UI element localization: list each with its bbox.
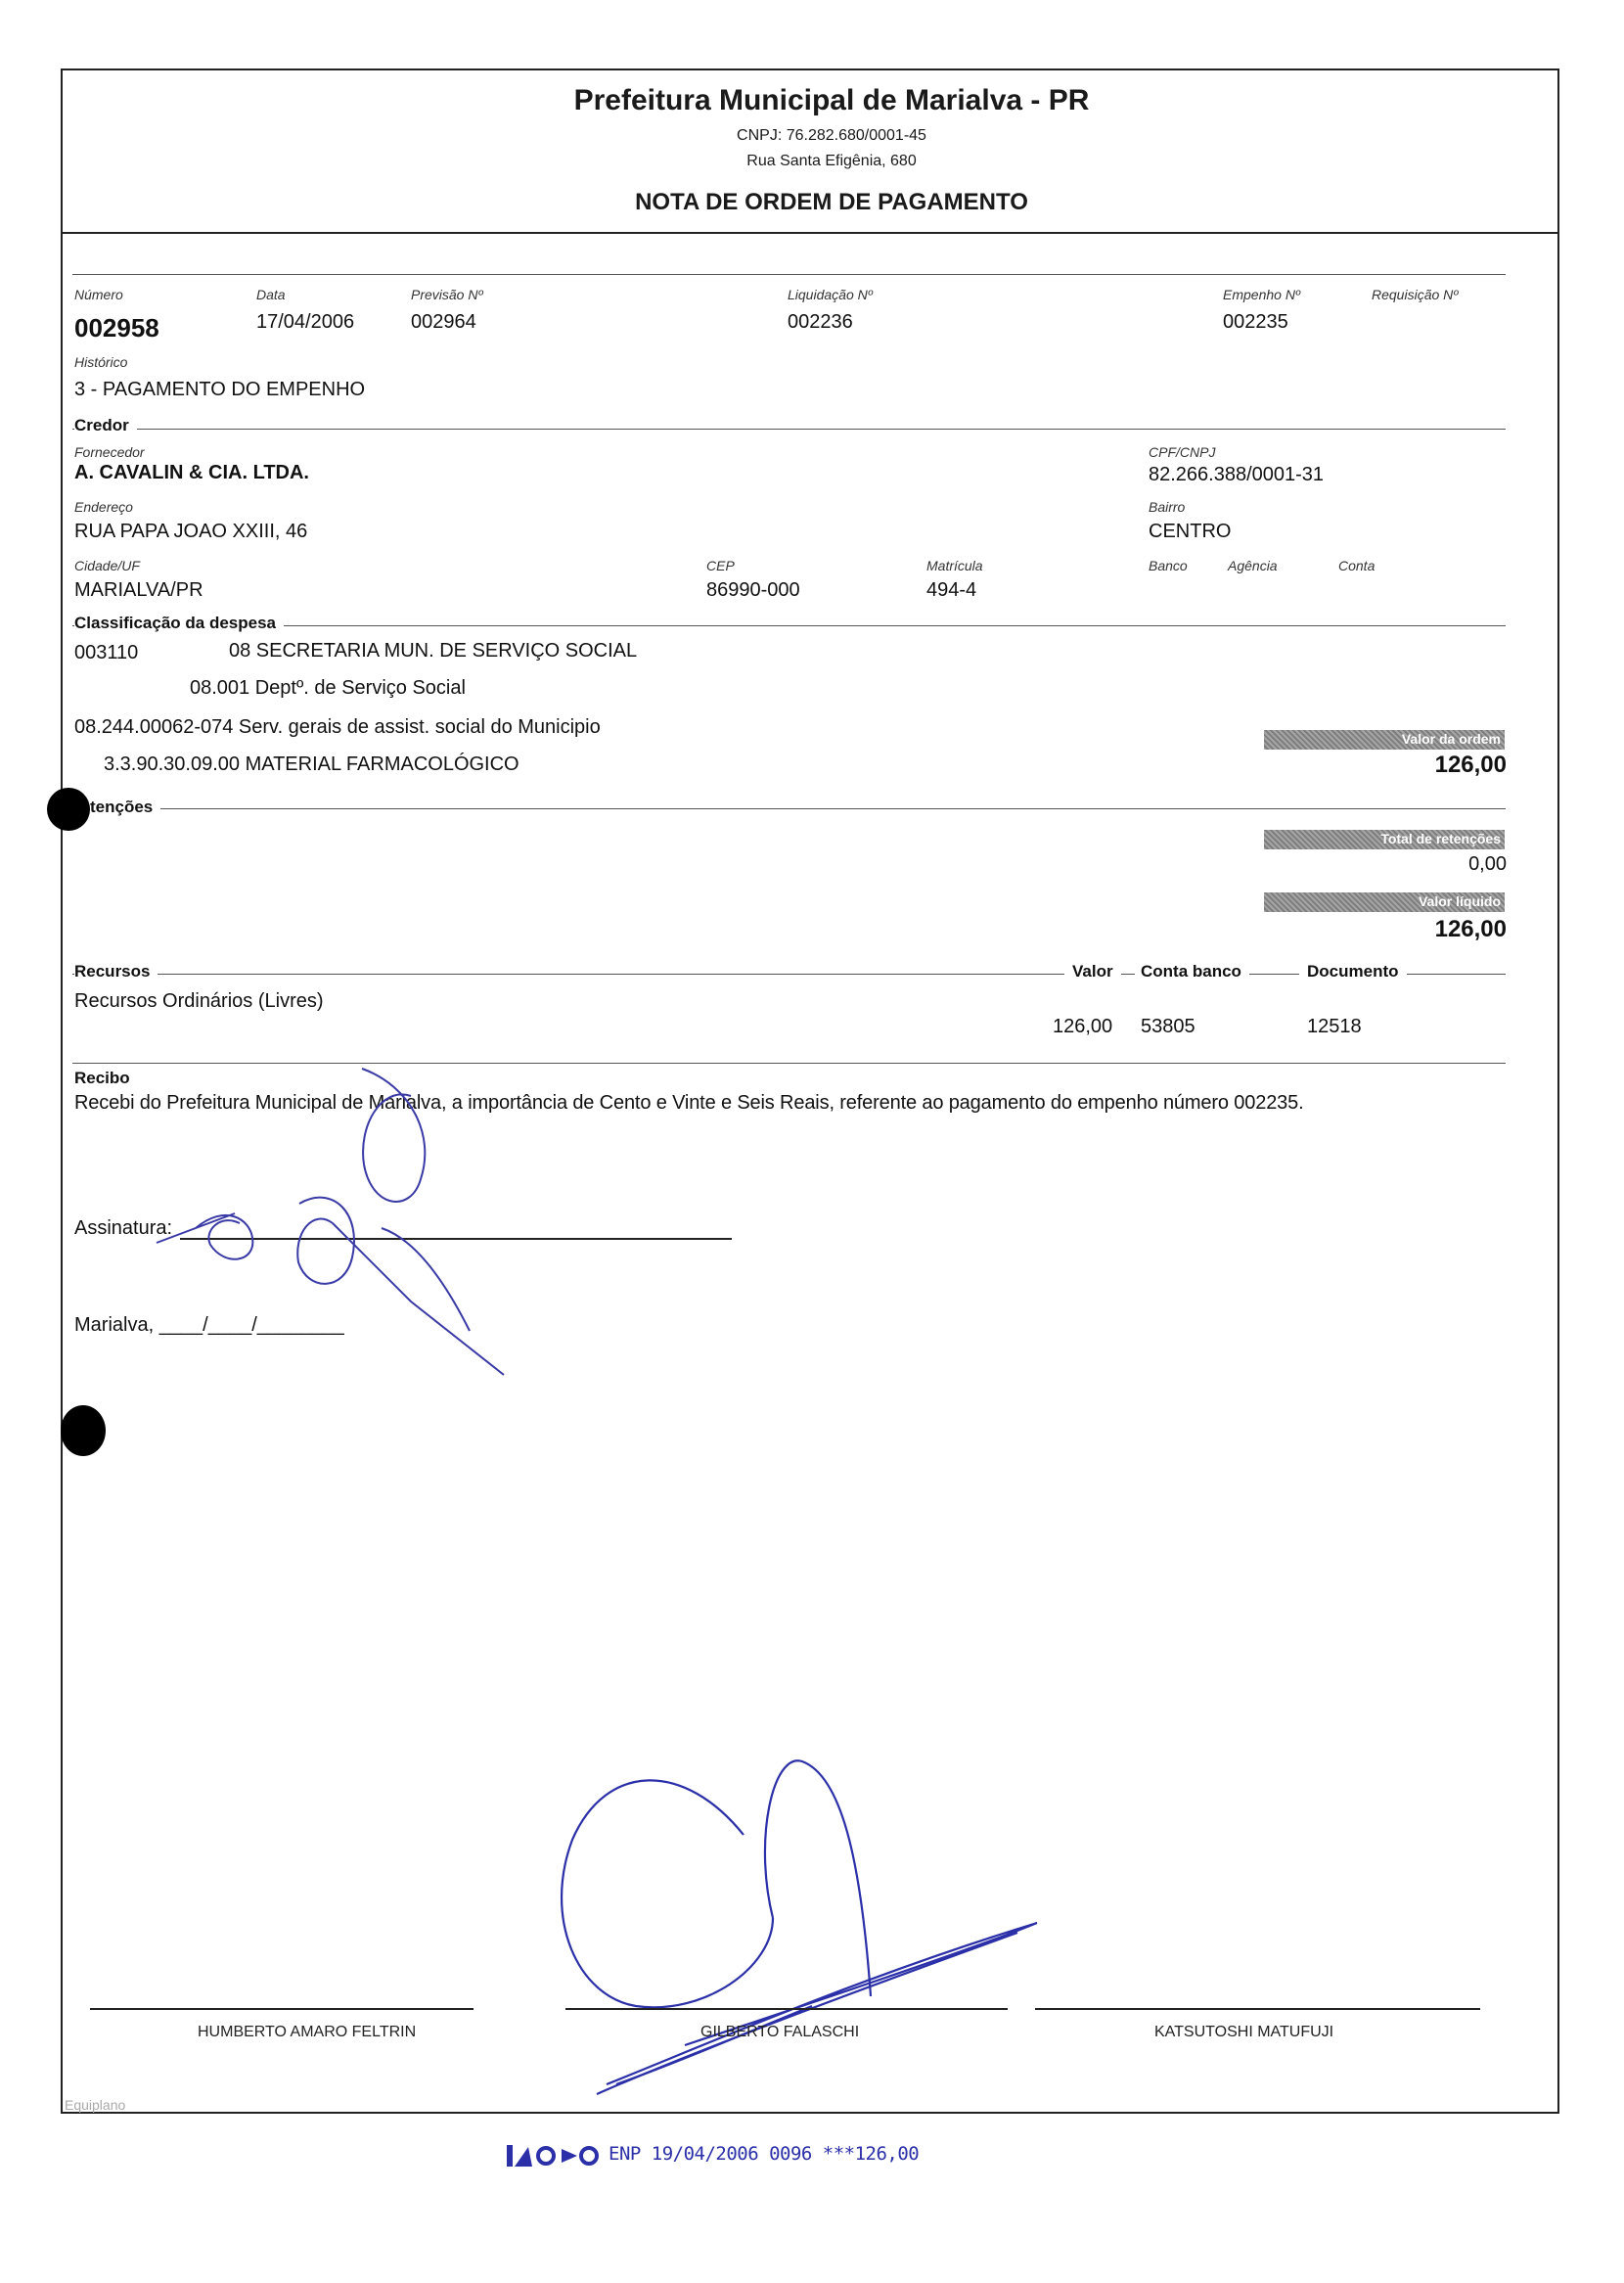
- signature-line-2: [565, 2008, 1008, 2010]
- signature-line-1: [90, 2008, 474, 2010]
- numero-value: 002958: [74, 313, 159, 342]
- signatory-2: GILBERTO FALASCHI: [700, 2024, 860, 2040]
- endereco-value: RUA PAPA JOAO XXIII, 46: [74, 521, 308, 542]
- conta-label: Conta: [1338, 558, 1376, 573]
- credor-section: Credor: [74, 416, 137, 435]
- payment-stamp: ENP 19/04/2006 0096 ***126,00: [609, 2143, 920, 2165]
- assinatura-label: Assinatura:: [74, 1217, 173, 1239]
- cep-value: 86990-000: [706, 579, 800, 601]
- empenho-label: Empenho Nº: [1223, 287, 1301, 302]
- liquidacao-label: Liquidação Nº: [788, 287, 873, 302]
- recursos-valor: 126,00: [1053, 1016, 1113, 1037]
- endereco-label: Endereço: [74, 499, 133, 515]
- classificacao-code: 003110: [74, 642, 139, 663]
- recursos-documento: 12518: [1307, 1016, 1362, 1037]
- classificacao-line3: 08.244.00062-074 Serv. gerais de assist. social do Municipio: [74, 716, 601, 738]
- cpf-value: 82.266.388/0001-31: [1149, 464, 1325, 485]
- stamp-logo-icon: [507, 2141, 605, 2170]
- recursos-conta: 53805: [1141, 1016, 1195, 1037]
- cnpj: CNPJ: 76.282.680/0001-45: [737, 127, 926, 144]
- data-label: Data: [256, 287, 286, 302]
- classificacao-line2: 08.001 Deptº. de Serviço Social: [190, 677, 466, 699]
- local-date: Marialva, ____/____/________: [74, 1314, 344, 1336]
- banco-label: Banco: [1149, 558, 1188, 573]
- software-brand: Equiplano: [65, 2097, 126, 2113]
- bairro-label: Bairro: [1149, 499, 1186, 515]
- data-value: 17/04/2006: [256, 311, 355, 333]
- recursos-conta-header: Conta banco: [1135, 962, 1249, 982]
- valor-ordem-value: 126,00: [1434, 752, 1507, 778]
- classificacao-line4: 3.3.90.30.09.00 MATERIAL FARMACOLÓGICO: [104, 753, 519, 775]
- cidade-label: Cidade/UF: [74, 558, 140, 573]
- liquidacao-value: 002236: [788, 311, 853, 333]
- previsao-label: Previsão Nº: [411, 287, 483, 302]
- matricula-value: 494-4: [926, 579, 977, 601]
- classificacao-line1: 08 SECRETARIA MUN. DE SERVIÇO SOCIAL: [229, 640, 638, 662]
- recursos-valor-header: Valor: [1064, 962, 1121, 982]
- address: Rua Santa Efigênia, 680: [746, 153, 917, 169]
- signatory-1: HUMBERTO AMARO FELTRIN: [198, 2024, 417, 2040]
- valor-liquido-value: 126,00: [1434, 916, 1507, 942]
- recibo-section: Recibo: [74, 1069, 138, 1088]
- recursos-section: Recursos: [74, 962, 158, 982]
- matricula-label: Matrícula: [926, 558, 983, 573]
- fornecedor-label: Fornecedor: [74, 444, 145, 460]
- empenho-value: 002235: [1223, 311, 1288, 333]
- agencia-label: Agência: [1228, 558, 1278, 573]
- requisicao-label: Requisição Nº: [1372, 287, 1459, 302]
- page-title: Prefeitura Municipal de Marialva - PR: [573, 84, 1090, 116]
- recibo-text: Recebi do Prefeitura Municipal de Marialva, a importância de Cento e Vinte e Seis Reais, referente ao pagamento do empenho número 002235.: [74, 1092, 1304, 1114]
- signature-line-3: [1035, 2008, 1480, 2010]
- valor-liquido-label: Valor líquido: [1418, 893, 1501, 909]
- total-retencoes-value: 0,00: [1468, 853, 1507, 875]
- historico-value: 3 - PAGAMENTO DO EMPENHO: [74, 379, 366, 400]
- classificacao-section: Classificação da despesa: [74, 614, 284, 633]
- historico-label: Histórico: [74, 354, 128, 370]
- previsao-value: 002964: [411, 311, 476, 333]
- recursos-documento-header: Documento: [1299, 962, 1407, 982]
- retencoes-section: tenções: [90, 798, 160, 817]
- fornecedor-value: A. CAVALIN & CIA. LTDA.: [74, 462, 309, 483]
- cidade-value: MARIALVA/PR: [74, 579, 203, 601]
- signatory-3: KATSUTOSHI MATUFUJI: [1154, 2024, 1334, 2040]
- recursos-descricao: Recursos Ordinários (Livres): [74, 990, 324, 1012]
- numero-label: Número: [74, 287, 123, 302]
- cpf-label: CPF/CNPJ: [1149, 444, 1216, 460]
- document-title: NOTA DE ORDEM DE PAGAMENTO: [635, 189, 1028, 215]
- total-retencoes-label: Total de retenções: [1380, 831, 1501, 846]
- bairro-value: CENTRO: [1149, 521, 1232, 542]
- valor-ordem-label: Valor da ordem: [1401, 731, 1501, 747]
- cep-label: CEP: [706, 558, 735, 573]
